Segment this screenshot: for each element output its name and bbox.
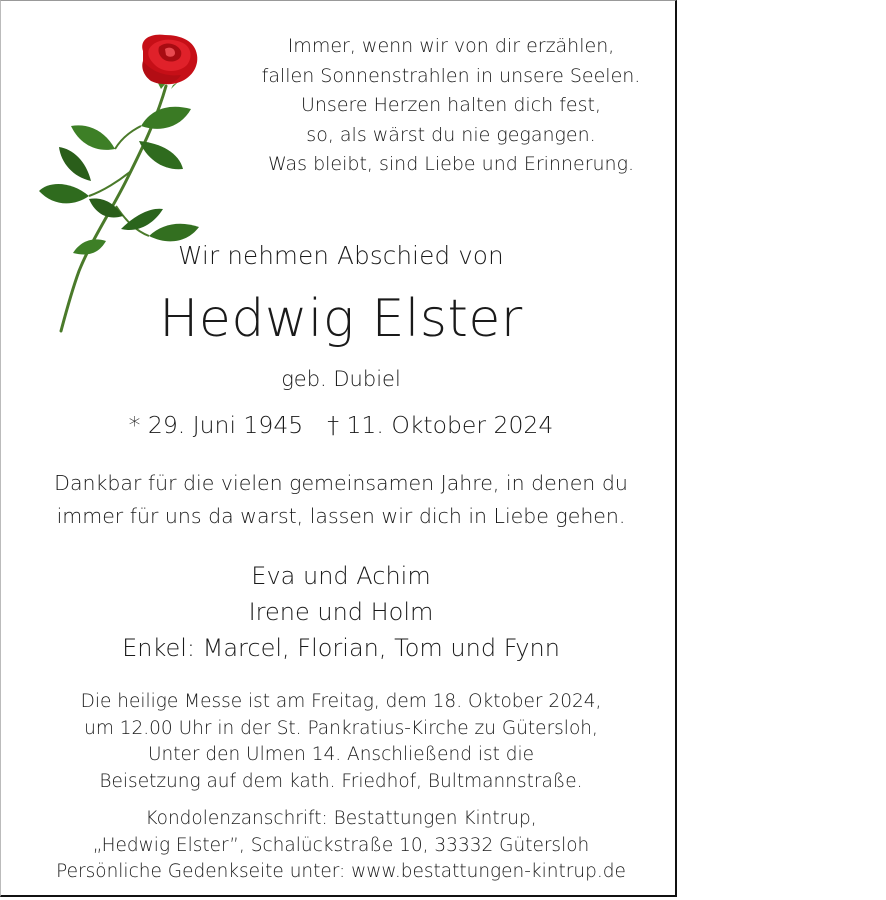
poem-line: Unsere Herzen halten dich fest, <box>300 94 601 116</box>
death-date: † 11. Oktober 2024 <box>327 411 554 439</box>
condolence-line: „Hedwig Elster”, Schalückstraße 10, 33332 Gütersloh <box>92 834 590 856</box>
service-line: Die heilige Messe ist am Freitag, dem 18. Oktober 2024, <box>80 691 602 712</box>
life-dates <box>41 411 641 439</box>
farewell-intro: Wir nehmen Abschied von <box>178 241 504 270</box>
service-line: um 12.00 Uhr in der St. Pankratius-Kirche zu Gütersloh, <box>84 717 598 739</box>
service-info <box>21 689 661 795</box>
condolence-line: Kondolenzanschrift: Bestattungen Kintrup, <box>145 808 537 829</box>
poem <box>231 32 671 180</box>
birth-name: geb. Dubiel <box>281 367 401 391</box>
mourner: Eva und Achim <box>251 562 431 590</box>
mourner: Enkel: Marcel, Florian, Tom und Fynn <box>122 634 560 662</box>
condolence-line: Persönliche Gedenkseite unter: www.bestattungen-kintrup.de <box>56 861 626 882</box>
gratitude-line: Dankbar für die vielen gemeinsamen Jahre, in denen du <box>54 471 628 495</box>
gratitude-line: immer für uns da warst, lassen wir dich in Liebe gehen. <box>56 504 626 528</box>
poem-line: Immer, wenn wir von dir erzählen, <box>287 35 615 57</box>
mourner: Irene und Holm <box>248 598 434 626</box>
poem-line: Was bleibt, sind Liebe und Erinnerung. <box>267 153 635 175</box>
mourners-list <box>41 558 641 666</box>
service-line: Unter den Ulmen 14. Anschließend ist die <box>147 744 535 765</box>
poem-line: fallen Sonnenstrahlen in unsere Seelen. <box>261 64 641 87</box>
condolence-info <box>21 806 661 886</box>
service-line: Beisetzung auf dem kath. Friedhof, Bultmannstraße. <box>99 770 583 792</box>
gratitude-text <box>21 467 661 533</box>
birth-date: * 29. Juni 1945 <box>128 411 304 439</box>
poem-line: so, als wärst du nie gegangen. <box>306 123 596 146</box>
deceased-name: Hedwig Elster <box>159 289 523 349</box>
